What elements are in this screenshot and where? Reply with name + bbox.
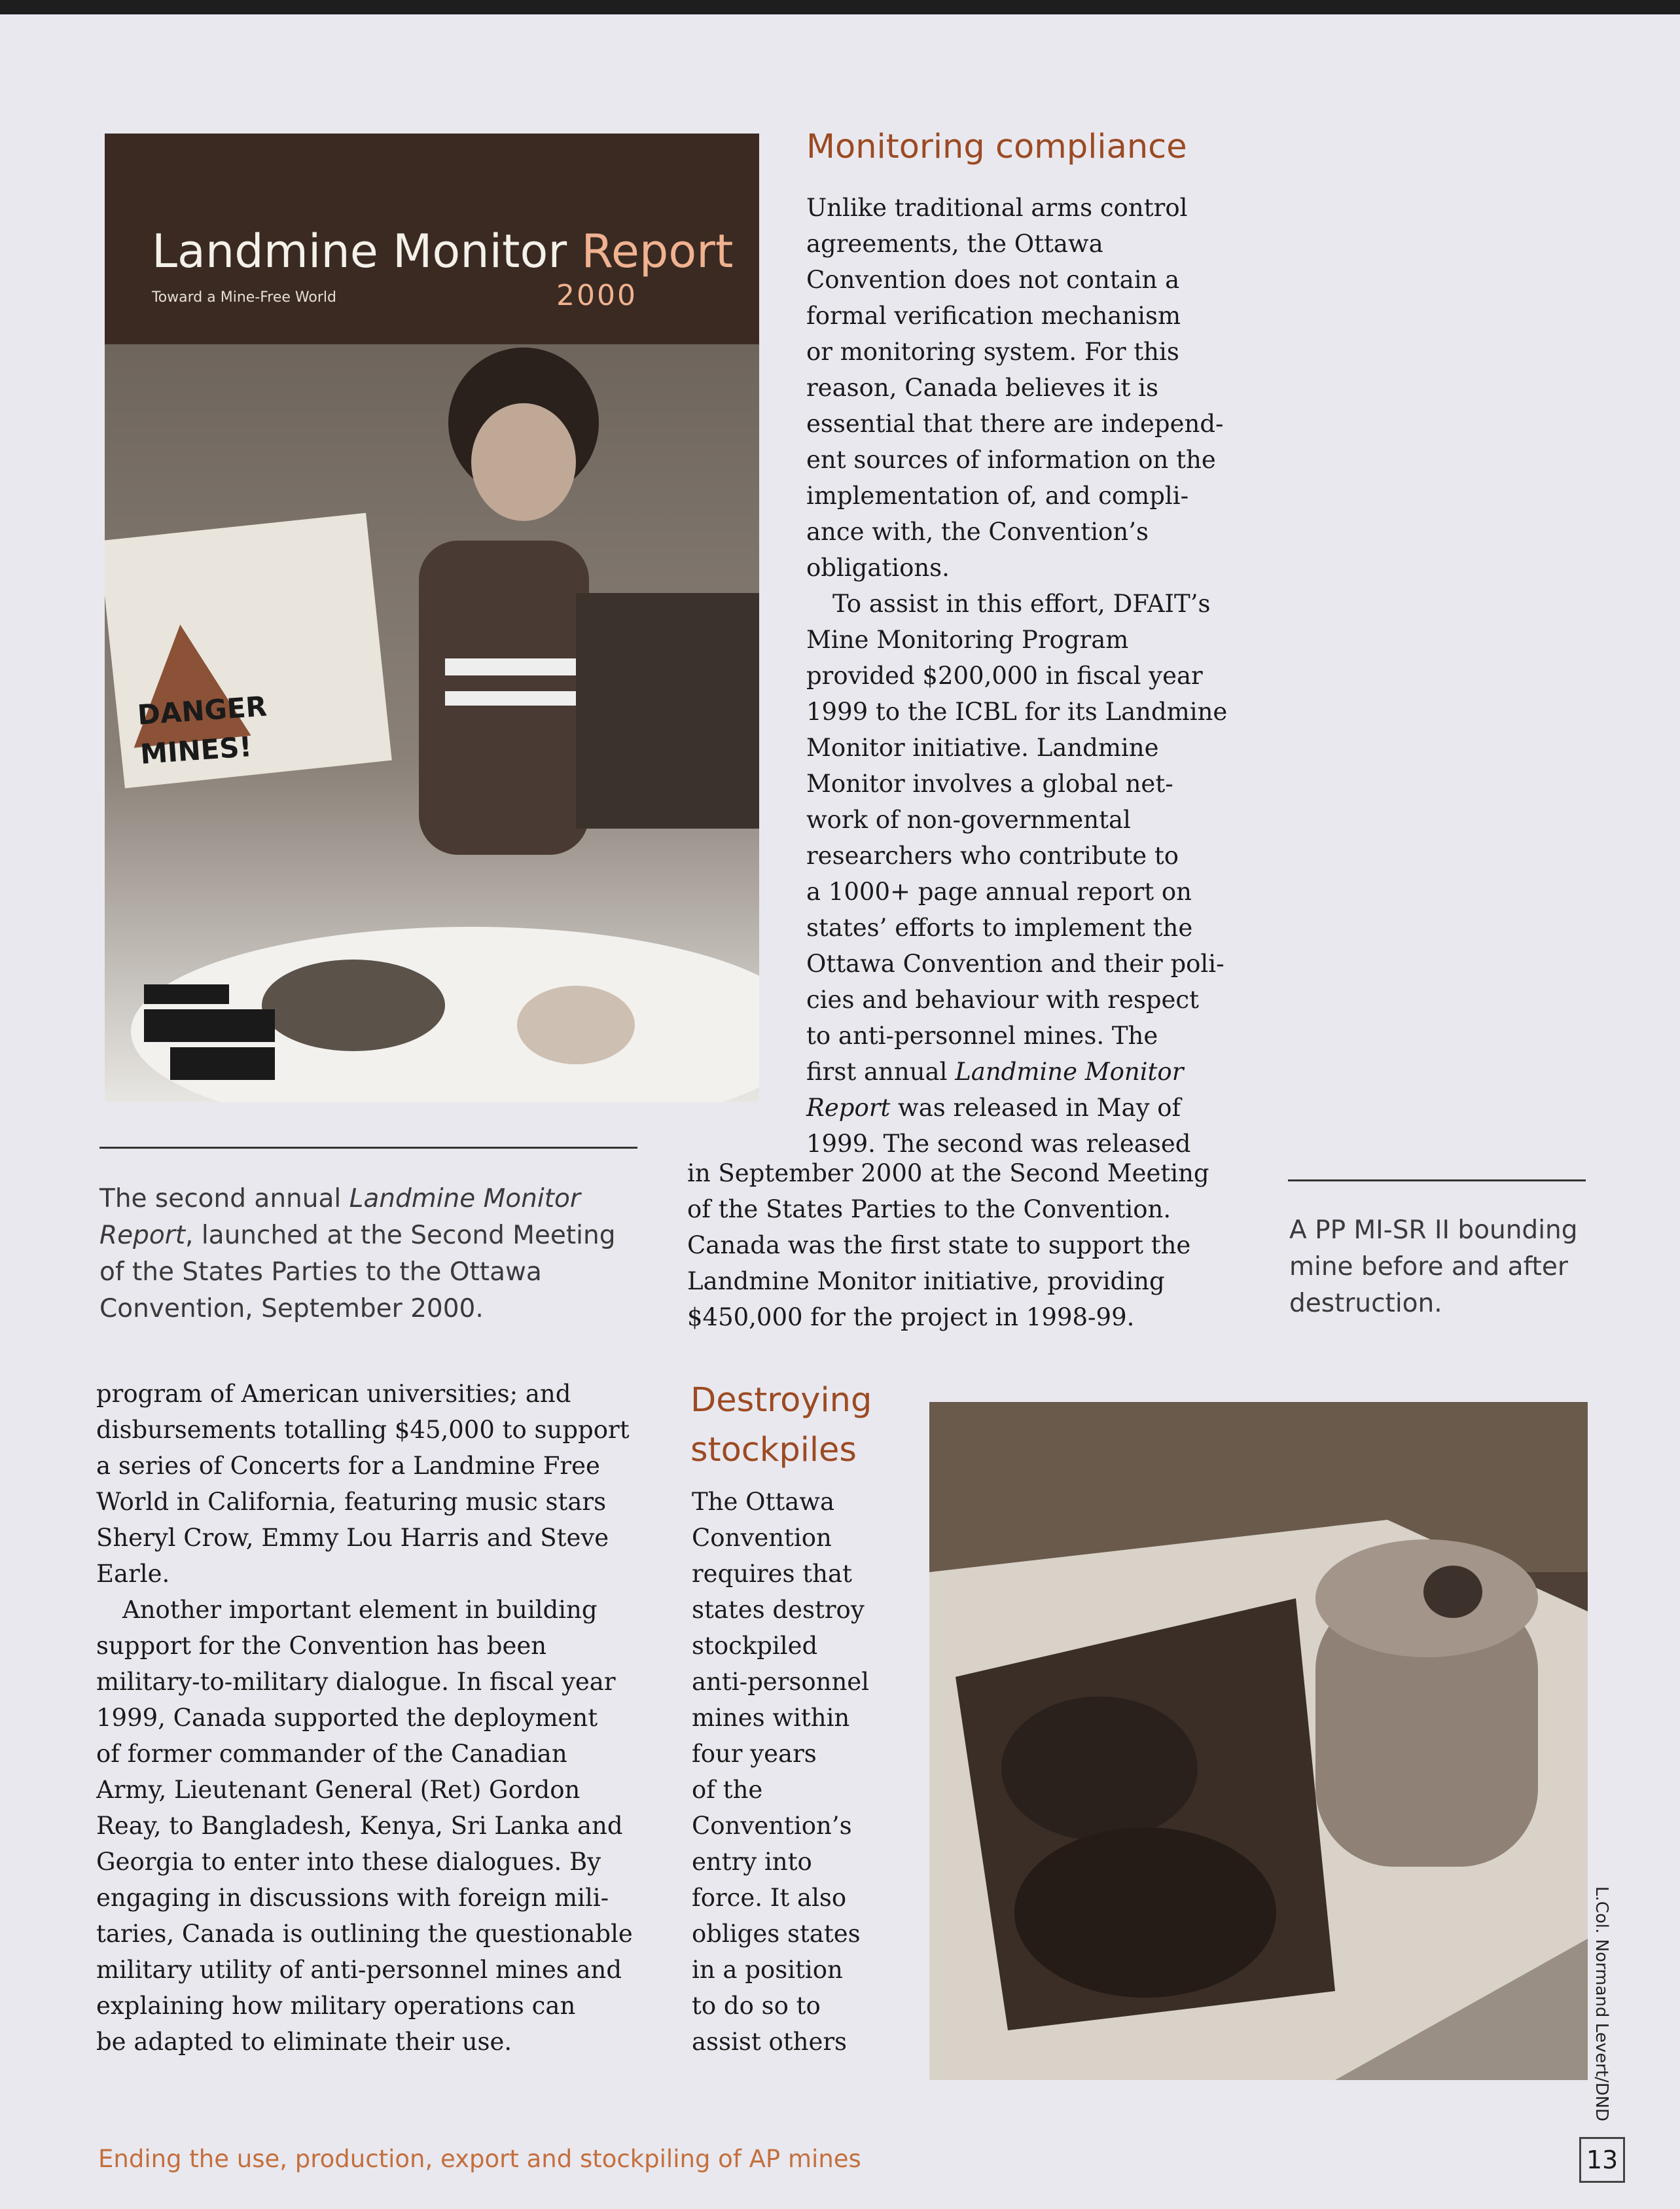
mine-caption: A PP MI-SR II bounding mine before and after destruction. bbox=[1289, 1215, 1578, 1318]
mine-destruction-photo bbox=[929, 1402, 1588, 2080]
monitoring-paragraph-3: in September 2000 at the Second Meeting of the States Parties to the Convention. Canada was the first state to support the Landmine Monitor initiative, providing $450,000 for the project in 1998-99. bbox=[687, 1159, 1209, 1331]
destroying-paragraph: The Ottawa Convention requires that states destroy stockpiled anti-personnel mines within four years of the Convention’s entry into force. It also obliges states in a position to do so to assist others bbox=[692, 1488, 870, 2056]
left-column-paragraph-1: program of American universities; and disbursements totalling $45,000 to support a series of Concerts for a Landmine Free World in California, featuring music stars Sheryl Crow, Emmy Lou Harris and Steve Earle. bbox=[96, 1380, 630, 1588]
destroying-heading: Destroying stockpiles bbox=[690, 1381, 872, 1469]
caption-rule-left bbox=[99, 1147, 637, 1149]
cover-subtitle: Toward a Mine-Free World bbox=[152, 289, 336, 306]
photo-credit: L.Col. Normand Levert/DND bbox=[1592, 1886, 1611, 2122]
icbl-logo bbox=[144, 984, 275, 1083]
cover-caption: The second annual Landmine Monitor Report, launched at the Second Meeting of the States Parties to the Ottawa Convention, September 2000. bbox=[99, 1184, 616, 1323]
mine-photo-illustration bbox=[929, 1402, 1588, 2080]
monitoring-paragraph-1: Unlike traditional arms control agreements, the Ottawa Convention does not contain a formal verification mechanism or monitoring system. For this reason, Canada believes it is essential that there are independ- ent sources of information on the implementation of, and compli- ance with, the Convention’s obligations. bbox=[806, 194, 1224, 582]
left-column-paragraph-2: Another important element in building support for the Convention has been military-to-military dialogue. In fiscal year 1999, Canada supported the deployment of former commander of the Canadian Army, Lieutenant General (Ret) Gordon Reay, to Bangladesh, Kenya, Sri Lanka and Georgia to enter into these dialogues. By engaging in discussions with foreign mili- taries, Canada is outlining the questionable military utility of anti-personnel mines and explaining how military operations can be adapted to eliminate their use. bbox=[96, 1596, 633, 2056]
sign-text: DANGER MINES! bbox=[136, 690, 268, 770]
campaign-logo bbox=[144, 984, 275, 1083]
cover-title: Landmine Monitor Report bbox=[152, 224, 734, 278]
footer-text: Ending the use, production, export and stockpiling of AP mines bbox=[98, 2145, 861, 2173]
page bbox=[0, 14, 1680, 2209]
monitoring-paragraph-2: To assist in this effort, DFAIT’s Mine Monitoring Program provided $200,000 in fiscal year 1999 to the ICBL for its Landmine Monitor initiative. Landmine Monitor involves a global net- work of non-governmental researchers who contribute to a 1000+ page annual report on states’ efforts to implement the Ottawa Convention and their poli- cies and behaviour with respect to anti-personnel mines. The first annual Landmine Monitor Report was released in May of 1999. The second was released bbox=[806, 590, 1228, 1158]
page-number: 13 bbox=[1579, 2137, 1625, 2183]
monitoring-heading: Monitoring compliance bbox=[806, 128, 1187, 166]
report-cover-image bbox=[105, 134, 759, 1102]
cover-year: 2000 bbox=[556, 279, 637, 312]
caption-rule-right bbox=[1288, 1179, 1586, 1181]
